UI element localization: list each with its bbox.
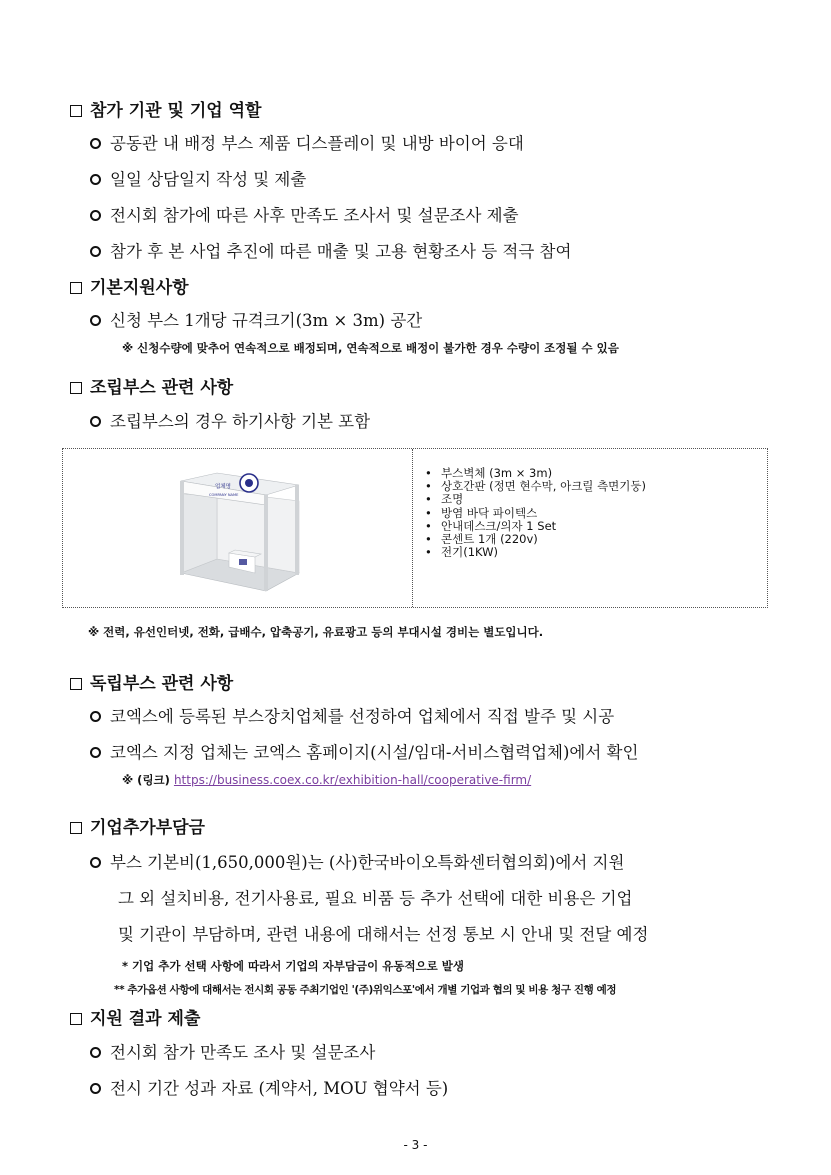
additional-cost-note-1: * 기업 추가 선택 사항에 따라서 기업의 자부담금이 유동적으로 발생 (122, 959, 464, 973)
list-item: 전시회 참가에 따른 사후 만족도 조사서 및 설문조사 제출 (90, 202, 519, 226)
list-item: 코엑스에 등록된 부스장치업체를 선정하여 업체에서 직접 발주 및 시공 (90, 703, 614, 727)
square-bullet-icon (70, 822, 82, 834)
circle-bullet-icon (90, 138, 101, 149)
coex-link-line (122, 772, 531, 788)
square-bullet-icon (70, 1013, 82, 1025)
section-heading-additional-cost: 기업추가부담금 (70, 813, 205, 838)
list-item: • 상호간판 (정면 현수막, 아크릴 측면기둥) (425, 480, 646, 493)
link-prefix: ※ (링크) (122, 773, 170, 787)
table-divider (412, 449, 413, 607)
section-heading-roles: 참가 기관 및 기업 역할 (70, 96, 261, 121)
section-heading-basic-support: 기본지원사항 (70, 273, 189, 298)
booth-sign-subtext: COMPANY NAME (209, 493, 239, 497)
square-bullet-icon (70, 678, 82, 690)
list-item: • 방염 바닥 파이텍스 (425, 507, 646, 520)
circle-bullet-icon (90, 857, 101, 868)
list-item: • 콘센트 1개 (220v) (425, 533, 646, 546)
list-item: • 조명 (425, 493, 646, 506)
list-item: 참가 후 본 사업 추진에 따른 매출 및 고용 현황조사 등 적극 참여 (90, 238, 571, 262)
coex-cooperative-firm-link[interactable]: https://business.coex.co.kr/exhibition-hall/cooperative-firm/ (173, 773, 532, 787)
basic-support-note: ※ 신청수량에 맞추어 연속적으로 배정되며, 연속적으로 배정이 불가한 경우 수량이 조정될 수 있음 (122, 341, 619, 355)
list-item: 전시회 참가 만족도 조사 및 설문조사 (90, 1039, 375, 1063)
list-item: 부스 기본비(1,650,000원)는 (사)한국바이오특화센터협의회)에서 지원 (90, 849, 624, 873)
section-heading-independent-booth: 독립부스 관련 사항 (70, 669, 233, 694)
list-item: • 부스벽체 (3m × 3m) (425, 467, 646, 480)
page-number: - 3 - (403, 1138, 428, 1152)
list-item: 공동관 내 배정 부스 제품 디스플레이 및 내방 바이어 응대 (90, 130, 524, 154)
list-item: 전시 기간 성과 자료 (계약서, MOU 협약서 등) (90, 1075, 448, 1099)
list-item: 신청 부스 1개당 규격크기(3m × 3m) 공간 (90, 307, 422, 331)
facility-cost-note: ※ 전력, 유선인터넷, 전화, 급배수, 압축공기, 유료광고 등의 부대시설 경비는 별도입니다. (88, 625, 544, 639)
booth-sign-text: 업체명 (215, 484, 231, 490)
list-item-continuation: 그 외 설치비용, 전기사용료, 필요 비품 등 추가 선택에 대한 비용은 기업 (118, 889, 633, 908)
list-item-continuation: 및 기관이 부담하며, 관련 내용에 대해서는 선정 통보 시 안내 및 전달 예정 (118, 925, 649, 944)
circle-bullet-icon (90, 711, 101, 722)
section-heading-assembly-booth: 조립부스 관련 사항 (70, 373, 233, 398)
circle-bullet-icon (90, 246, 101, 257)
circle-bullet-icon (90, 1047, 101, 1058)
additional-cost-note-2: ** 추가옵션 사항에 대해서는 전시회 공동 주최기업인 '(주)위익스포'에서 개별 기업과 협의 및 비용 청구 진행 예정 (114, 984, 617, 996)
list-item: 코엑스 지정 업체는 코엑스 홈페이지(시설/임대-서비스협력업체)에서 확인 (90, 739, 638, 763)
list-item: 일일 상담일지 작성 및 제출 (90, 166, 306, 190)
square-bullet-icon (70, 282, 82, 294)
circle-bullet-icon (90, 174, 101, 185)
booth-feature-list (425, 467, 646, 559)
circle-bullet-icon (90, 747, 101, 758)
circle-bullet-icon (90, 416, 101, 427)
assembly-booth-table (62, 448, 768, 608)
circle-bullet-icon (90, 1083, 101, 1094)
square-bullet-icon (70, 382, 82, 394)
list-item: • 전기(1KW) (425, 546, 646, 559)
circle-bullet-icon (90, 315, 101, 326)
square-bullet-icon (70, 105, 82, 117)
list-item: 조립부스의 경우 하기사항 기본 포함 (90, 408, 370, 432)
list-item: • 안내데스크/의자 1 Set (425, 520, 646, 533)
circle-bullet-icon (90, 210, 101, 221)
section-heading-results: 지원 결과 제출 (70, 1004, 200, 1029)
booth-illustration (171, 461, 301, 597)
